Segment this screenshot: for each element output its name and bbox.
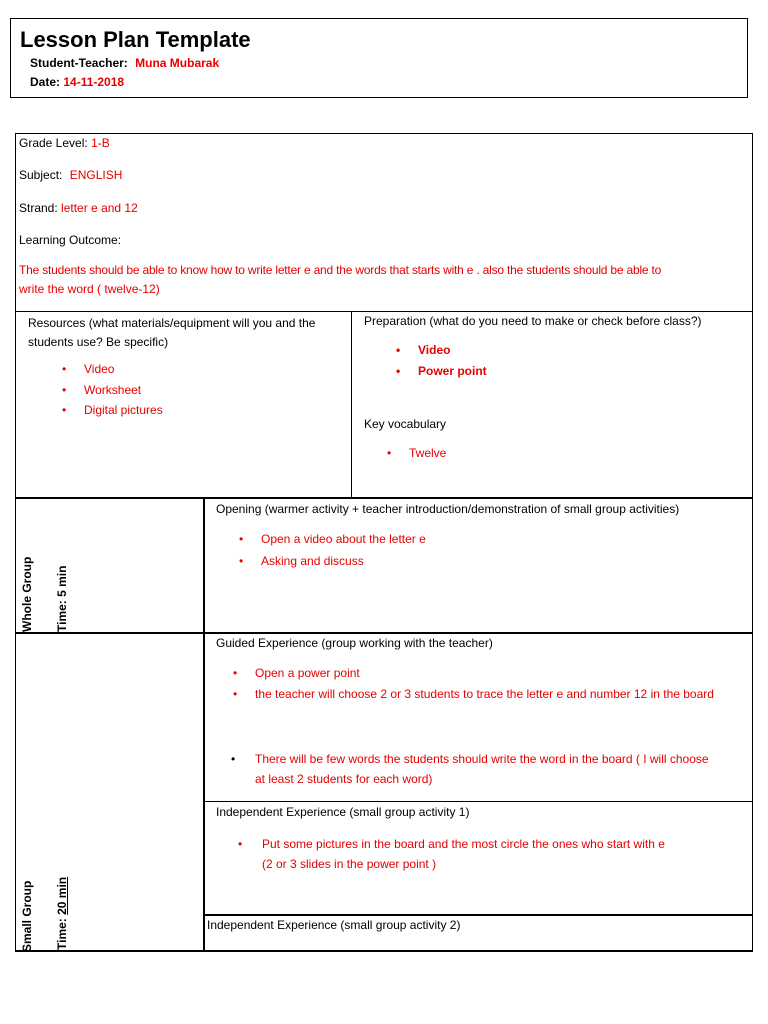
bullet-icon: • bbox=[239, 532, 244, 546]
grade-level-value: 1-B bbox=[91, 136, 110, 150]
whole-group-label: Whole Group bbox=[20, 556, 34, 632]
independent-1-heading: Independent Experience (small group activity 1) bbox=[216, 805, 470, 819]
resources-heading-line-1: Resources (what materials/equipment will you and the bbox=[28, 316, 316, 330]
student-teacher-value: Muna Mubarak bbox=[135, 56, 220, 70]
preparation-heading: Preparation (what do you need to make or check before class?) bbox=[364, 314, 702, 328]
divider-left-column bbox=[203, 498, 205, 952]
strand-value: letter e and 12 bbox=[61, 201, 138, 215]
student-teacher-label: Student-Teacher: bbox=[30, 56, 128, 70]
bullet-icon: • bbox=[387, 446, 392, 460]
key-vocabulary-label: Key vocabulary bbox=[364, 417, 447, 431]
divider-resources-prep bbox=[351, 311, 352, 498]
whole-group-time: Time: 5 min bbox=[55, 565, 69, 632]
subject-label: Subject: bbox=[19, 168, 63, 182]
list-item: • Video bbox=[84, 359, 163, 380]
list-item: • Open a power point bbox=[255, 663, 714, 684]
list-item: • Power point bbox=[418, 361, 487, 382]
small-group-label: Small Group bbox=[20, 880, 34, 952]
page-title: Lesson Plan Template bbox=[20, 27, 251, 52]
strand-label: Strand: bbox=[19, 201, 58, 215]
independent-1-line-1: Put some pictures in the board and the most circle the ones who start with e bbox=[262, 837, 665, 851]
resources-list bbox=[62, 359, 163, 421]
table-bottom-border bbox=[15, 950, 753, 952]
bullet-icon: • bbox=[62, 382, 67, 397]
independent-2-heading: Independent Experience (small group activity 2) bbox=[207, 918, 461, 932]
grade-level-row bbox=[19, 136, 110, 150]
list-item: • Twelve bbox=[409, 443, 446, 464]
student-teacher-line bbox=[30, 56, 219, 70]
subject-value: ENGLISH bbox=[69, 168, 123, 182]
divider-guided-indep1 bbox=[204, 801, 753, 802]
vocabulary-list bbox=[387, 443, 447, 464]
date-value: 14-11-2018 bbox=[63, 75, 125, 89]
small-group-time-value: 20 min bbox=[55, 876, 69, 915]
guided-heading: Guided Experience (group working with the teacher) bbox=[216, 636, 493, 650]
guided-item-3 bbox=[231, 749, 709, 789]
bullet-icon: • bbox=[62, 403, 67, 417]
preparation-list bbox=[396, 340, 487, 381]
independent-1-line-2: (2 or 3 slides in the power point ) bbox=[262, 857, 437, 871]
subject-row bbox=[19, 168, 122, 182]
strand-row bbox=[19, 201, 138, 215]
independent-1-content bbox=[238, 834, 665, 874]
bullet-icon: • bbox=[233, 686, 238, 701]
divider-resources bbox=[15, 497, 753, 499]
list-item: • Worksheet bbox=[84, 380, 163, 401]
guided-item-3-line-2: at least 2 students for each word) bbox=[255, 772, 433, 786]
learning-outcome-label: Learning Outcome: bbox=[19, 233, 122, 247]
divider-whole-small bbox=[15, 632, 753, 634]
guided-item-3-line-1: There will be few words the students should write the word in the board ( I will choose bbox=[255, 752, 709, 766]
bullet-icon: • bbox=[238, 837, 243, 851]
bullet-icon: • bbox=[231, 752, 236, 766]
resources-heading-line-2: students use? Be specific) bbox=[28, 335, 169, 349]
bullet-icon: • bbox=[62, 362, 67, 376]
list-item: • Video bbox=[418, 340, 487, 361]
bullet-icon: • bbox=[396, 343, 401, 357]
divider-indep1-indep2 bbox=[204, 914, 753, 916]
list-item: • Asking and discuss bbox=[261, 550, 426, 572]
small-group-time-label: Time: bbox=[55, 914, 69, 950]
list-item: • Digital pictures bbox=[84, 400, 163, 421]
grade-level-label: Grade Level: bbox=[19, 136, 88, 150]
small-group-time bbox=[55, 877, 69, 950]
resources-heading bbox=[28, 314, 315, 352]
list-item: • Open a video about the letter e bbox=[261, 528, 426, 550]
bullet-icon: • bbox=[233, 666, 238, 680]
guided-list bbox=[233, 663, 714, 704]
date-line bbox=[30, 75, 124, 89]
learning-outcome-line-1: The students should be able to know how to write letter e and the words that starts with e . also the students should be able to bbox=[19, 263, 662, 277]
list-item: • the teacher will choose 2 or 3 students to trace the letter e and number 12 in the board bbox=[255, 684, 714, 705]
divider-info bbox=[15, 311, 753, 312]
opening-list bbox=[239, 528, 426, 572]
bullet-icon: • bbox=[239, 554, 244, 568]
bullet-icon: • bbox=[396, 363, 401, 378]
opening-heading: Opening (warmer activity + teacher introduction/demonstration of small group activities) bbox=[216, 502, 680, 516]
date-label: Date: bbox=[30, 75, 61, 89]
learning-outcome-line-2: write the word ( twelve-12) bbox=[19, 282, 160, 296]
